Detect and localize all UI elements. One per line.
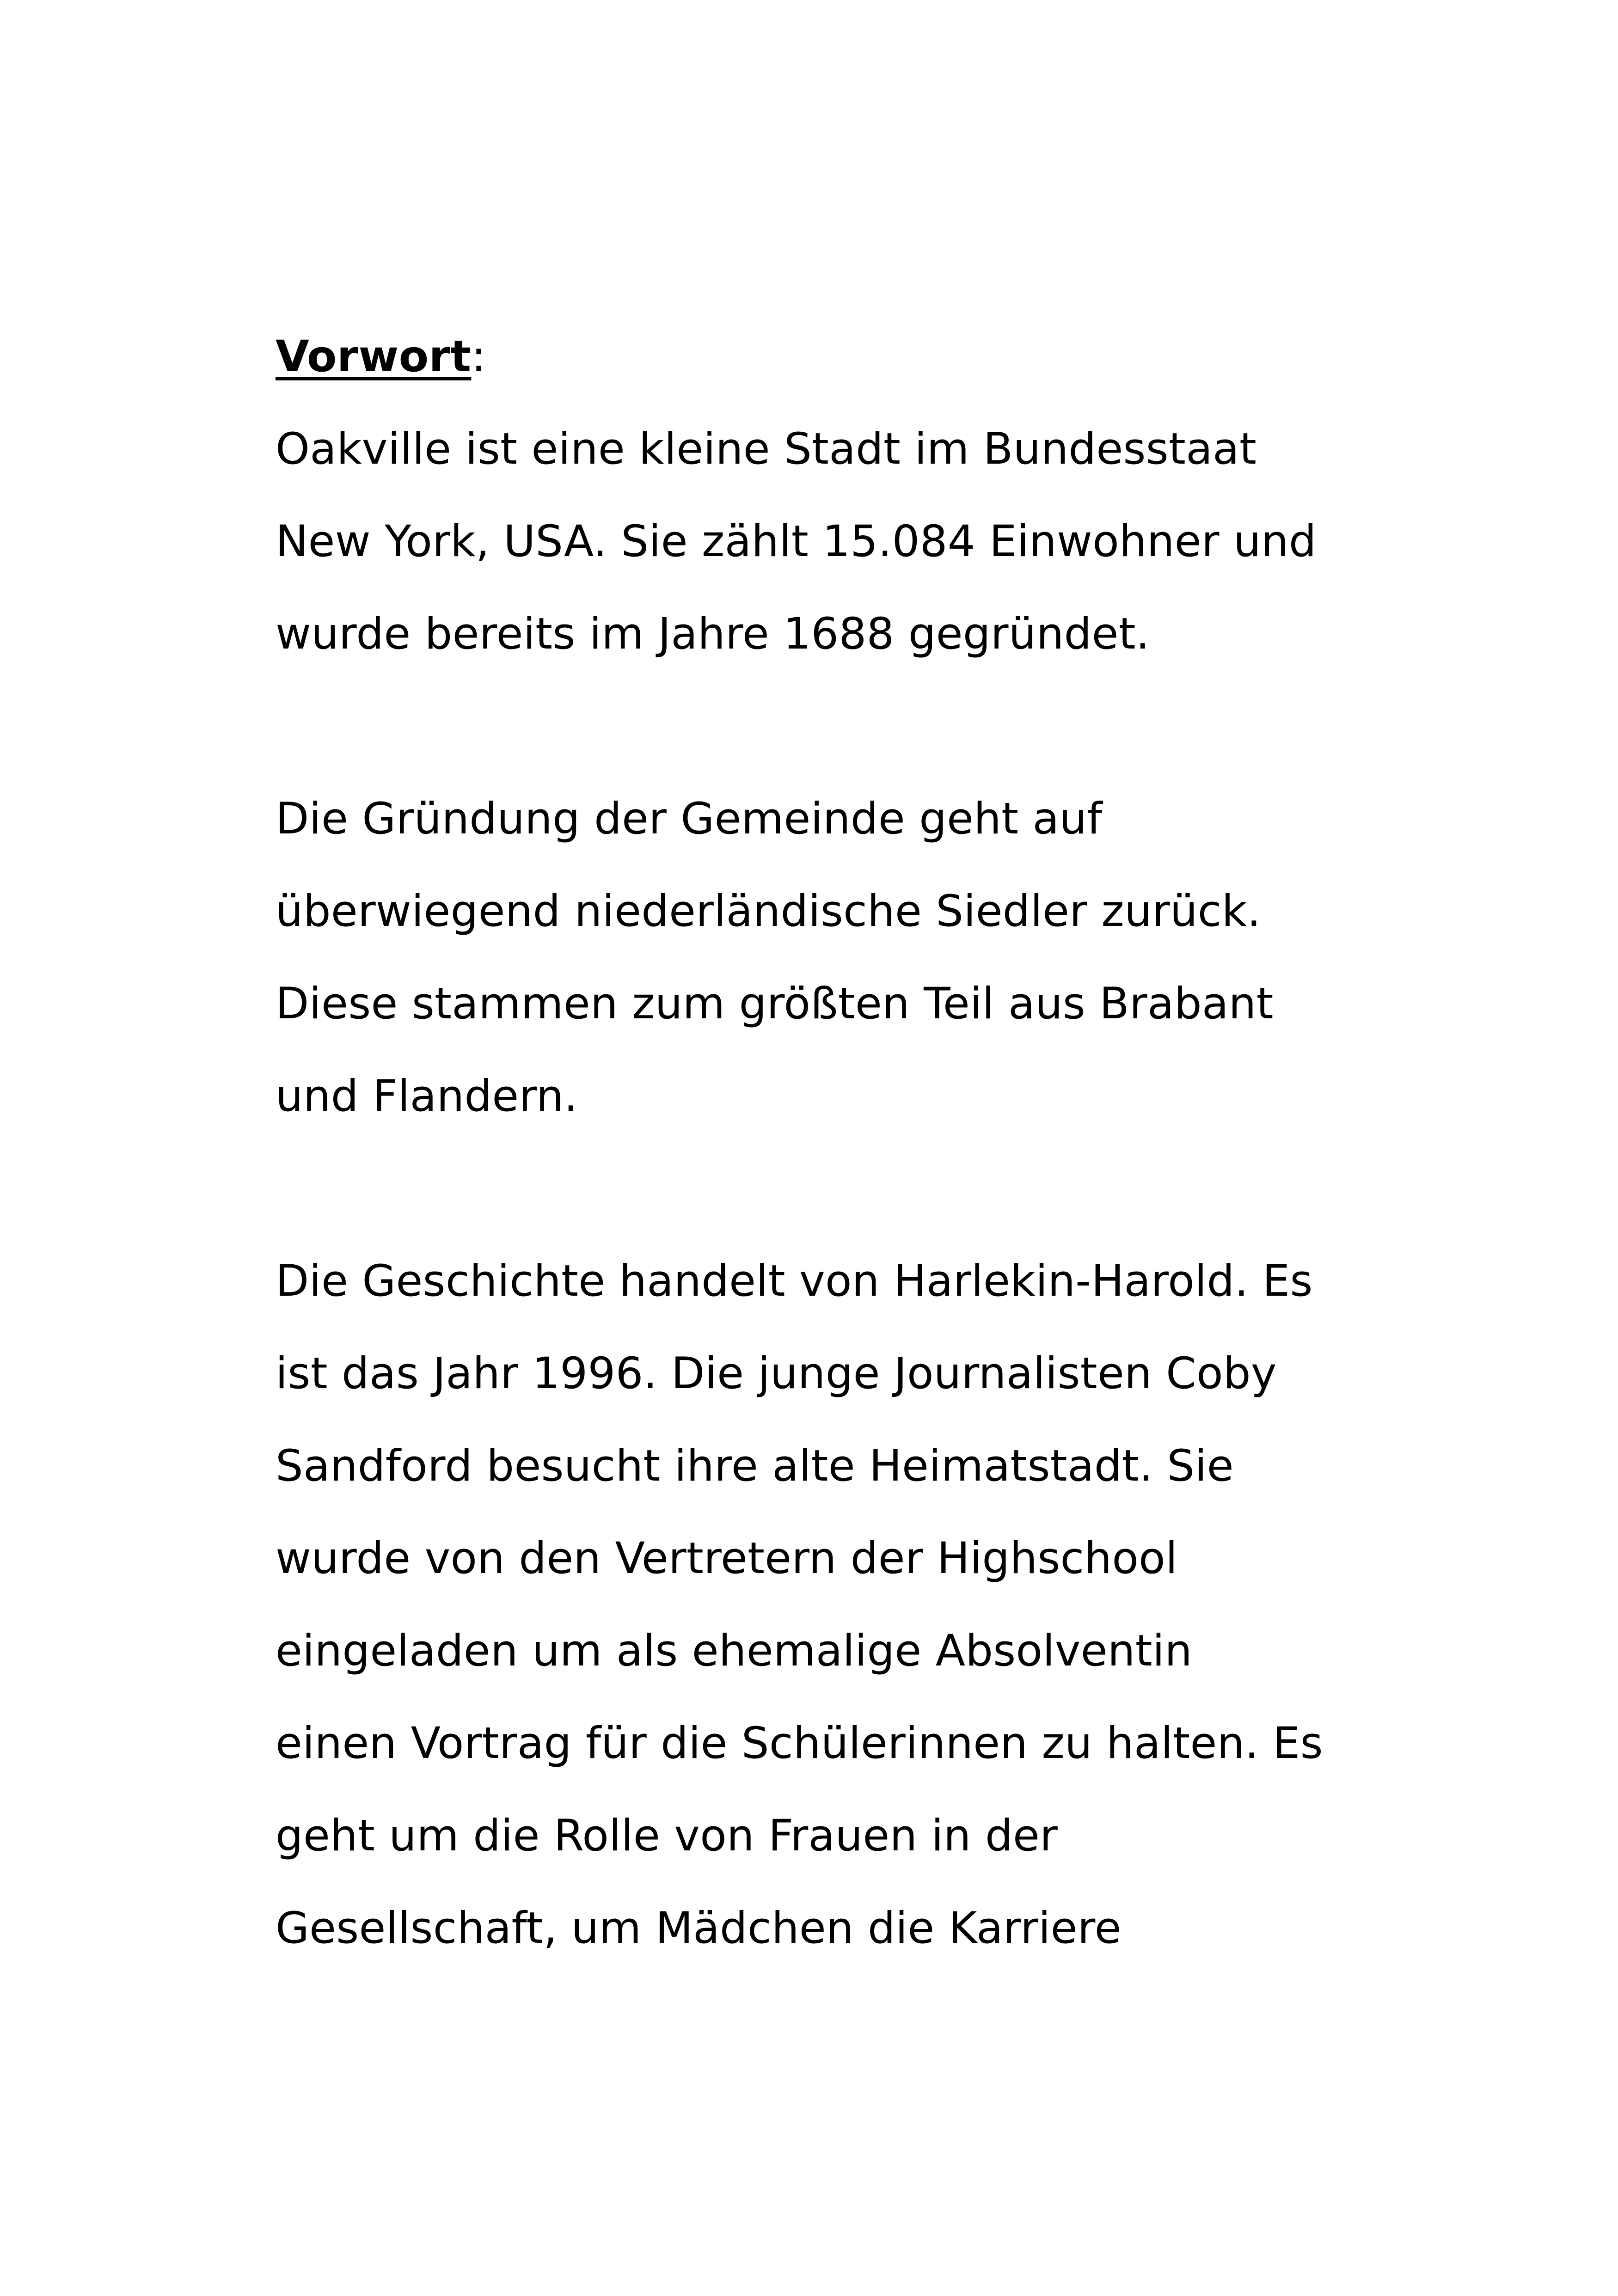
text-line: Oakville ist eine kleine Stadt im Bundesstaat (276, 424, 1257, 474)
paragraph-gap (276, 680, 1385, 773)
heading-title: Vorwort (276, 331, 472, 382)
text-line: ist das Jahr 1996. Die junge Journalisten Coby (276, 1348, 1277, 1399)
heading (276, 311, 1385, 403)
text-line: eingeladen um als ehemalige Absolventin (276, 1626, 1193, 1676)
text-line: einen Vortrag für die Schülerinnen zu halten. Es (276, 1718, 1323, 1769)
text-line: überwiegend niederländische Siedler zurück. (276, 886, 1261, 937)
text-line: Gesellschaft, um Mädchen die Karriere (276, 1903, 1122, 1953)
text-line: Sandford besucht ihre alte Heimatstadt. Sie (276, 1441, 1234, 1491)
text-line: New York, USA. Sie zählt 15.084 Einwohner und (276, 516, 1317, 567)
text-line: wurde bereits im Jahre 1688 gegründet. (276, 609, 1150, 659)
paragraph-founding (276, 773, 1385, 1143)
text-line: Diese stammen zum größten Teil aus Brabant (276, 979, 1274, 1029)
text-line: Die Geschichte handelt von Harlekin-Harold. Es (276, 1256, 1313, 1306)
paragraph-intro (276, 403, 1385, 680)
text-line: Die Gründung der Gemeinde geht auf (276, 794, 1103, 844)
heading-colon: : (471, 331, 486, 382)
text-line: und Flandern. (276, 1071, 578, 1121)
text-line: geht um die Rolle von Frauen in der (276, 1811, 1058, 1861)
paragraph-story (276, 1235, 1385, 1975)
text-line: wurde von den Vertretern der Highschool (276, 1533, 1178, 1584)
document-body (276, 311, 1385, 1975)
paragraph-gap (276, 1143, 1385, 1235)
